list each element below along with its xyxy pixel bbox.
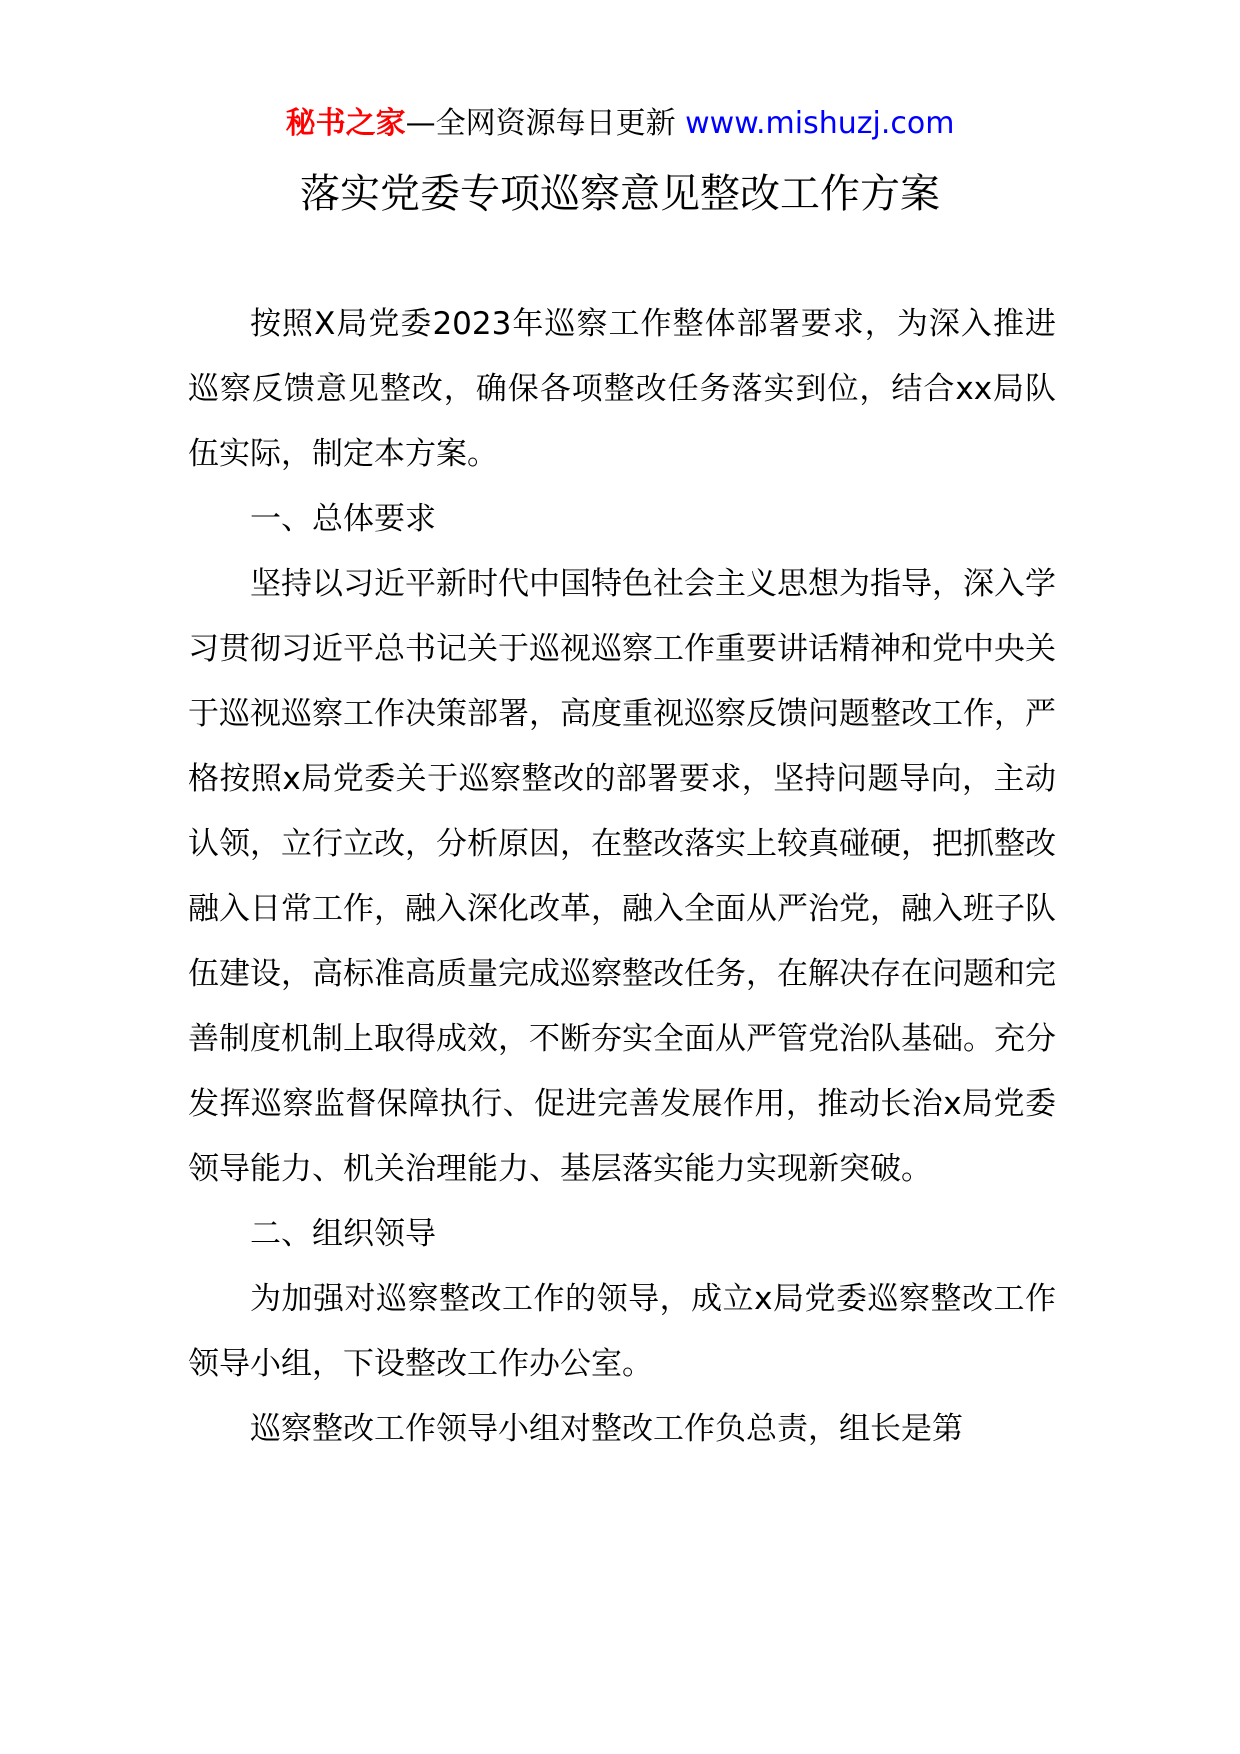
leadership-responsibility-paragraph: 巡察整改工作领导小组对整改工作负总责，组长是第 (250, 1411, 963, 1447)
site-header (0, 104, 1240, 144)
header-tagline: —全网资源每日更新 (405, 106, 686, 141)
intro-paragraph: 按照X局党委2023年巡察工作整体部署要求，为深入推进巡察反馈意见整改，确保各项整改任务落实到位，结合xx局队伍实际，制定本方案。 (188, 306, 1056, 472)
document-body (188, 292, 1056, 1462)
site-url-link[interactable]: www.mishuzj.com (685, 106, 955, 141)
document-title: 落实党委专项巡察意见整改工作方案 (300, 171, 940, 217)
leadership-group-paragraph: 为加强对巡察整改工作的领导，成立x局党委巡察整改工作领导小组，下设整改工作办公室。 (188, 1281, 1056, 1382)
section-heading-general-requirements: 一、总体要求 (250, 501, 436, 537)
section-heading-organization-leadership: 二、组织领导 (250, 1216, 436, 1252)
general-requirements-paragraph: 坚持以习近平新时代中国特色社会主义思想为指导，深入学习贯彻习近平总书记关于巡视巡察工作重要讲话精神和党中央关于巡视巡察工作决策部署，高度重视巡察反馈问题整改工作，严格按照x局党委关于巡察整改的部署要求，坚持问题导向，主动认领，立行立改，分析原因，在整改落实上较真碰硬，把抓整改融入日常工作，融入深化改革，融入全面从严治党，融入班子队伍建设，高标准高质量完成巡察整改任务，在解决存在问题和完善制度机制上取得成效，不断夯实全面从严管党治队基础。充分发挥巡察监督保障执行、促进完善发展作用，推动长治x局党委领导能力、机关治理能力、基层落实能力实现新突破。 (188, 566, 1056, 1187)
brand-name: 秘书之家 (285, 106, 406, 141)
